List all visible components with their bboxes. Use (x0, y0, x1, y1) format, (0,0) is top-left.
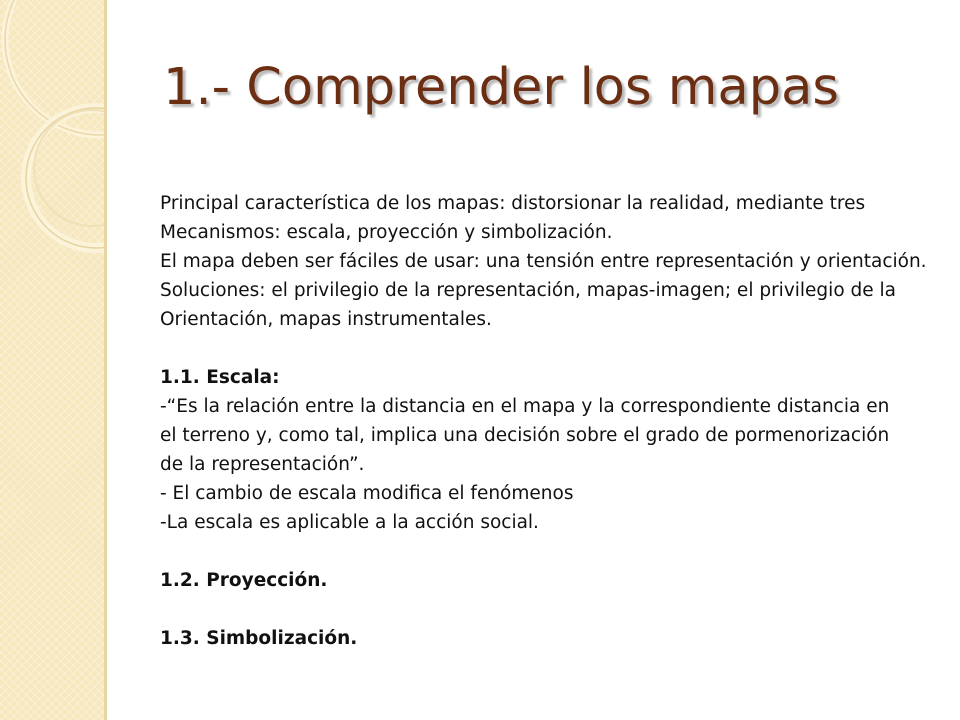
intro-line: Orientación, mapas instrumentales. (160, 309, 492, 330)
intro-line: Principal característica de los mapas: distorsionar la realidad, mediante tres (160, 193, 866, 214)
intro-line: Mecanismos: escala, proyección y simbolización. (160, 222, 613, 243)
decorative-sidebar (0, 0, 104, 720)
escala-line: el terreno y, como tal, implica una decisión sobre el grado de pormenorización (160, 425, 890, 446)
decorative-rings-icon (0, 0, 104, 720)
escala-line: -La escala es aplicable a la acción social. (160, 512, 539, 533)
intro-line: El mapa deben ser fáciles de usar: una tensión entre representación y orientación. (160, 251, 927, 272)
section-heading-simbolizacion: 1.3. Simbolización. (160, 628, 358, 649)
intro-line: Soluciones: el privilegio de la representación, mapas-imagen; el privilegio de la (160, 280, 896, 301)
sidebar-divider (104, 0, 107, 720)
escala-line: de la representación”. (160, 454, 365, 475)
slide-body (160, 189, 950, 653)
escala-line: -“Es la relación entre la distancia en el mapa y la correspondiente distancia en (160, 396, 890, 417)
spacer (160, 595, 950, 624)
spacer (160, 537, 950, 566)
escala-line: - El cambio de escala modifica el fenómenos (160, 483, 574, 504)
slide-title: 1.- Comprender los mapas (163, 58, 839, 117)
section-heading-proyeccion: 1.2. Proyección. (160, 570, 328, 591)
spacer (160, 334, 950, 363)
section-heading-escala: 1.1. Escala: (160, 367, 280, 388)
